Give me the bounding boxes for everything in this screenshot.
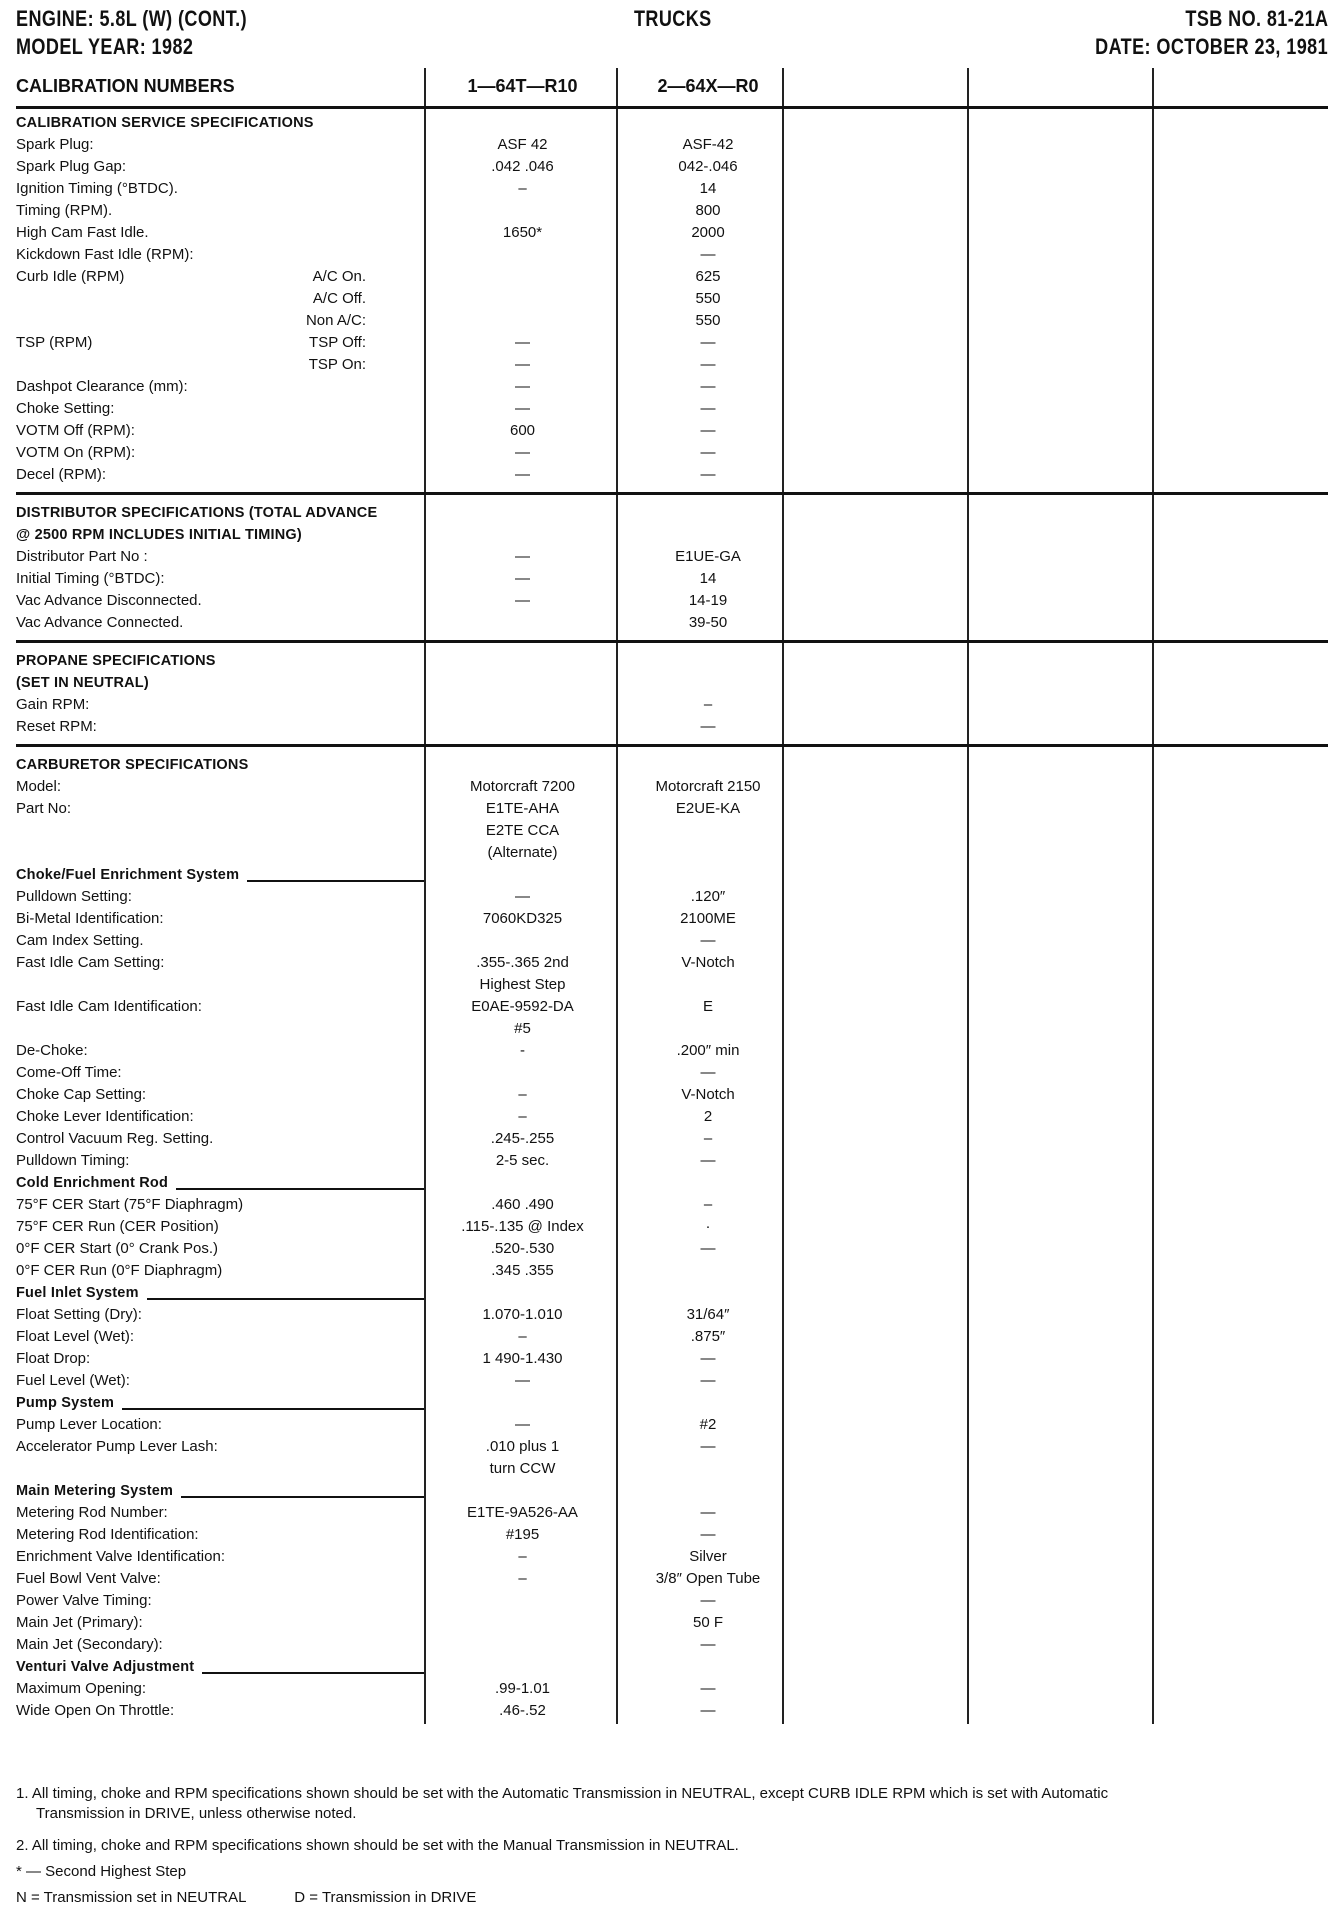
spec-row xyxy=(16,716,1328,738)
spec-label: Timing (RPM). xyxy=(16,202,113,219)
vehicle-heading: TRUCKS xyxy=(634,6,712,31)
spec-row xyxy=(16,156,1328,178)
spec-value-cal-1: — xyxy=(515,400,530,417)
spec-label: Spark Plug: xyxy=(16,136,94,153)
spec-row xyxy=(16,1040,1328,1062)
spec-label: Control Vacuum Reg. Setting. xyxy=(16,1130,214,1147)
spec-value-cal-2: E2UE-KA xyxy=(675,800,741,817)
spec-value-cal-1: — xyxy=(515,378,530,395)
spec-value-cal-1: – xyxy=(518,180,527,197)
spec-label: 75°F CER Run (CER Position) xyxy=(16,1218,219,1235)
spec-value-cal-1: Motorcraft 7200 xyxy=(469,778,576,795)
column-divider xyxy=(424,68,426,1724)
spec-value-cal-1: .46-.52 xyxy=(499,1702,546,1719)
spec-row xyxy=(16,1238,1328,1260)
subsection-label: Fuel Inlet System xyxy=(16,1285,139,1301)
spec-value-cal-2: — xyxy=(700,1636,716,1653)
spec-row xyxy=(16,1414,1328,1436)
spec-row xyxy=(16,1700,1328,1722)
spec-value-cal-2: — xyxy=(700,1592,716,1609)
spec-value-cal-2: 50 F xyxy=(692,1614,723,1631)
spec-value-cal-2: 625 xyxy=(695,268,721,285)
spec-value-cal-1: — xyxy=(515,548,530,565)
spec-row xyxy=(16,842,1328,864)
subsection-rule xyxy=(247,880,424,882)
spec-row xyxy=(16,1128,1328,1150)
spec-label: Come-Off Time: xyxy=(16,1064,122,1081)
subsection-heading xyxy=(16,1172,1328,1194)
spec-row xyxy=(16,996,1328,1018)
section-title: PROPANE SPECIFICATIONS xyxy=(16,653,216,669)
spec-value-cal-2: 3/8″ Open Tube xyxy=(655,1570,761,1587)
spec-row xyxy=(16,1370,1328,1392)
footnote-drive-key: D = Transmission in DRIVE xyxy=(294,1889,477,1906)
spec-value-cal-1: #5 xyxy=(514,1020,531,1037)
spec-label: Part No: xyxy=(16,800,72,817)
spec-value-cal-2: — xyxy=(700,444,716,461)
spec-label: Dashpot Clearance (mm): xyxy=(16,378,188,395)
section-0 xyxy=(16,112,1328,486)
spec-value-cal-2: – xyxy=(703,1130,713,1147)
spec-value-cal-1: — xyxy=(515,570,530,587)
spec-row xyxy=(16,288,1328,310)
spec-value-cal-1: E0AE-9592-DA xyxy=(471,998,574,1015)
subsection-rule xyxy=(176,1188,424,1190)
spec-value-cal-2: Motorcraft 2150 xyxy=(655,778,761,795)
spec-row xyxy=(16,568,1328,590)
spec-value-cal-2: 31/64″ xyxy=(686,1306,730,1323)
section-divider xyxy=(16,106,1328,109)
spec-value-cal-1: .245-.255 xyxy=(490,1130,555,1147)
spec-value-cal-2: — xyxy=(700,378,716,395)
spec-row xyxy=(16,332,1328,354)
spec-label: 0°F CER Start (0° Crank Pos.) xyxy=(16,1240,219,1257)
spec-row xyxy=(16,1150,1328,1172)
spec-row xyxy=(16,820,1328,842)
spec-value-cal-1: — xyxy=(515,1372,530,1389)
spec-value-cal-2: V-Notch xyxy=(681,1086,735,1103)
subsection-label: Cold Enrichment Rod xyxy=(16,1175,169,1191)
spec-row xyxy=(16,546,1328,568)
spec-label: Choke Setting: xyxy=(16,400,115,417)
spec-value-cal-1: E1TE-9A526-AA xyxy=(467,1504,578,1521)
spec-value-cal-2: — xyxy=(700,246,716,263)
spec-value-cal-2: E xyxy=(702,998,713,1015)
section-title: CARBURETOR SPECIFICATIONS xyxy=(16,757,249,773)
spec-value-cal-2: 550 xyxy=(695,290,721,307)
spec-row xyxy=(16,376,1328,398)
spec-value-cal-2: V-Notch xyxy=(681,954,735,971)
spec-row xyxy=(16,1634,1328,1656)
spec-label: Kickdown Fast Idle (RPM): xyxy=(16,246,194,263)
spec-label: Bi-Metal Identification: xyxy=(16,910,164,927)
spec-value-cal-1: — xyxy=(515,592,530,609)
spec-row xyxy=(16,464,1328,486)
footnote-3: * — Second Highest Step xyxy=(16,1863,187,1880)
spec-value-cal-2: — xyxy=(700,334,716,351)
spec-label: Wide Open On Throttle: xyxy=(16,1702,175,1719)
spec-value-cal-1: – xyxy=(518,1328,527,1345)
spec-value-cal-1: — xyxy=(515,444,530,461)
spec-row xyxy=(16,420,1328,442)
spec-value-cal-2: 2000 xyxy=(691,224,725,241)
spec-label: Main Jet (Primary): xyxy=(16,1614,143,1631)
spec-value-cal-1: 2-5 sec. xyxy=(495,1152,550,1169)
spec-label: VOTM Off (RPM): xyxy=(16,422,135,439)
subsection-rule xyxy=(181,1496,424,1498)
spec-value-cal-1: .355-.365 2nd xyxy=(476,954,569,971)
spec-label: Spark Plug Gap: xyxy=(16,158,127,175)
spec-row xyxy=(16,1304,1328,1326)
spec-value-cal-2: — xyxy=(700,1438,716,1455)
subsection-label: Venturi Valve Adjustment xyxy=(16,1659,195,1675)
spec-row xyxy=(16,590,1328,612)
column-divider xyxy=(1152,68,1154,1724)
spec-value-cal-2: – xyxy=(703,696,713,713)
spec-row xyxy=(16,134,1328,156)
spec-label: Float Setting (Dry): xyxy=(16,1306,142,1323)
spec-condition: TSP On: xyxy=(308,356,366,373)
spec-value-cal-1: – xyxy=(518,1086,527,1103)
tsb-date: DATE: OCTOBER 23, 1981 xyxy=(1095,34,1328,59)
spec-row xyxy=(16,1436,1328,1458)
spec-value-cal-2: 550 xyxy=(695,312,721,329)
spec-row xyxy=(16,310,1328,332)
footnote-1-line-2: Transmission in DRIVE, unless otherwise noted. xyxy=(36,1805,357,1822)
spec-condition: TSP Off: xyxy=(309,334,366,351)
spec-row xyxy=(16,1216,1328,1238)
spec-value-cal-2: 2100ME xyxy=(680,910,736,927)
spec-row xyxy=(16,1326,1328,1348)
section-title-line-2: @ 2500 RPM INCLUDES INITIAL TIMING) xyxy=(16,527,302,543)
spec-value-cal-1: — xyxy=(515,888,530,905)
spec-value-cal-2: — xyxy=(700,422,716,439)
spec-row xyxy=(16,952,1328,974)
spec-value-cal-1: E2TE CCA xyxy=(485,822,560,839)
spec-label: Float Level (Wet): xyxy=(16,1328,135,1345)
spec-value-cal-1: 7060KD325 xyxy=(482,910,563,927)
spec-row xyxy=(16,1062,1328,1084)
spec-value-cal-1: — xyxy=(515,466,530,483)
spec-label: De-Choke: xyxy=(16,1042,88,1059)
spec-value-cal-1: Highest Step xyxy=(479,976,566,993)
spec-condition: A/C On. xyxy=(312,268,366,285)
spec-value-cal-2: ASF-42 xyxy=(682,136,734,153)
spec-value-cal-2: — xyxy=(700,1350,716,1367)
spec-value-cal-2: — xyxy=(700,400,716,417)
spec-label: Power Valve Timing: xyxy=(16,1592,152,1609)
spec-value-cal-2: 39-50 xyxy=(688,614,728,631)
footnote-1-line-1: 1. All timing, choke and RPM specifications shown should be set with the Automatic Transmission in NEUTRAL, except CURB IDLE RPM which is set with Automatic xyxy=(16,1785,1109,1802)
spec-value-cal-2: 042-.046 xyxy=(678,158,738,175)
spec-value-cal-2: — xyxy=(700,356,716,373)
spec-label: VOTM On (RPM): xyxy=(16,444,136,461)
spec-row xyxy=(16,1018,1328,1040)
spec-value-cal-2: — xyxy=(700,932,716,949)
column-divider xyxy=(782,68,784,1724)
spec-row xyxy=(16,1458,1328,1480)
spec-label: Reset RPM: xyxy=(16,718,97,735)
spec-label: Pump Lever Location: xyxy=(16,1416,162,1433)
spec-value-cal-2: 14 xyxy=(699,180,717,197)
subsection-heading xyxy=(16,864,1328,886)
spec-row xyxy=(16,1106,1328,1128)
spec-row xyxy=(16,776,1328,798)
spec-label: Fuel Level (Wet): xyxy=(16,1372,130,1389)
spec-row xyxy=(16,1084,1328,1106)
spec-row xyxy=(16,974,1328,996)
subsection-label: Main Metering System xyxy=(16,1483,174,1499)
spec-label: Distributor Part No : xyxy=(16,548,148,565)
spec-value-cal-1: - xyxy=(520,1042,525,1059)
spec-value-cal-2: — xyxy=(700,1680,716,1697)
subsection-heading xyxy=(16,1480,1328,1502)
tsb-number: TSB NO. 81-21A xyxy=(1184,6,1328,31)
spec-value-cal-1: 1650* xyxy=(502,224,543,241)
spec-label: Metering Rod Identification: xyxy=(16,1526,199,1543)
subsection-heading xyxy=(16,1656,1328,1678)
spec-label: Initial Timing (°BTDC): xyxy=(16,570,165,587)
spec-row xyxy=(16,1678,1328,1700)
footnote-2: 2. All timing, choke and RPM specifications shown should be set with the Manual Transmission in NEUTRAL. xyxy=(16,1837,739,1854)
footnote-1 xyxy=(16,1784,1326,1824)
spec-row xyxy=(16,694,1328,716)
spec-row xyxy=(16,222,1328,244)
spec-label: Vac Advance Connected. xyxy=(16,614,184,631)
spec-label: Choke Lever Identification: xyxy=(16,1108,194,1125)
spec-row xyxy=(16,1524,1328,1546)
section-title: DISTRIBUTOR SPECIFICATIONS (TOTAL ADVANCE xyxy=(16,505,378,521)
spec-value-cal-2: Silver xyxy=(689,1548,727,1565)
spec-label: 0°F CER Run (0°F Diaphragm) xyxy=(16,1262,223,1279)
spec-value-cal-2: .875″ xyxy=(690,1328,726,1345)
spec-value-cal-1: 1 490-1.430 xyxy=(482,1350,563,1367)
spec-label: Choke Cap Setting: xyxy=(16,1086,147,1103)
spec-row xyxy=(16,398,1328,420)
spec-value-cal-1: 600 xyxy=(509,422,536,439)
spec-label: Fast Idle Cam Identification: xyxy=(16,998,202,1015)
subsection-rule xyxy=(202,1672,424,1674)
spec-value-cal-2: 2 xyxy=(703,1108,713,1125)
spec-label: High Cam Fast Idle. xyxy=(16,224,149,241)
section-3 xyxy=(16,754,1328,1722)
spec-row xyxy=(16,930,1328,952)
subsection-label: Pump System xyxy=(16,1395,115,1411)
engine-heading: ENGINE: 5.8L (W) (CONT.) xyxy=(16,6,248,31)
spec-value-cal-2: E1UE-GA xyxy=(675,548,741,565)
spec-value-cal-1: – xyxy=(518,1108,527,1125)
spec-condition: Non A/C: xyxy=(305,312,366,329)
spec-label: Decel (RPM): xyxy=(16,466,107,483)
spec-label: Accelerator Pump Lever Lash: xyxy=(16,1438,218,1455)
spec-label: Ignition Timing (°BTDC). xyxy=(16,180,178,197)
spec-value-cal-2: — xyxy=(700,1152,716,1169)
spec-row xyxy=(16,244,1328,266)
spec-label: Pulldown Setting: xyxy=(16,888,132,905)
spec-value-cal-2: 14-19 xyxy=(688,592,728,609)
spec-row xyxy=(16,1546,1328,1568)
spec-row xyxy=(16,354,1328,376)
spec-value-cal-2: — xyxy=(700,1240,716,1257)
spec-row xyxy=(16,1348,1328,1370)
model-year-heading: MODEL YEAR: 1982 xyxy=(16,34,194,59)
spec-row xyxy=(16,1260,1328,1282)
section-divider xyxy=(16,492,1328,495)
spec-label: Pulldown Timing: xyxy=(16,1152,130,1169)
spec-row xyxy=(16,1590,1328,1612)
spec-label: Metering Rod Number: xyxy=(16,1504,168,1521)
spec-row xyxy=(16,1612,1328,1634)
section-title-line-2: (SET IN NEUTRAL) xyxy=(16,675,149,691)
spec-value-cal-2: — xyxy=(700,466,716,483)
spec-value-cal-1: .460 .490 xyxy=(491,1196,554,1213)
spec-value-cal-2: .120″ xyxy=(690,888,726,905)
section-1 xyxy=(16,502,1328,634)
spec-label: Vac Advance Disconnected. xyxy=(16,592,202,609)
spec-row xyxy=(16,798,1328,820)
spec-value-cal-1: .99-1.01 xyxy=(494,1680,551,1697)
spec-label: Maximum Opening: xyxy=(16,1680,147,1697)
section-divider xyxy=(16,640,1328,643)
spec-value-cal-2: — xyxy=(700,1702,716,1719)
spec-label: Model: xyxy=(16,778,62,795)
spec-value-cal-1: E1TE-AHA xyxy=(485,800,560,817)
spec-row xyxy=(16,1502,1328,1524)
spec-value-cal-2: 800 xyxy=(695,202,721,219)
spec-value-cal-1: – xyxy=(518,1548,527,1565)
spec-value-cal-1: 1.070-1.010 xyxy=(482,1306,563,1323)
spec-value-cal-1: .345 .355 xyxy=(491,1262,554,1279)
subsection-rule xyxy=(147,1298,424,1300)
spec-row xyxy=(16,612,1328,634)
spec-value-cal-2: — xyxy=(700,1526,716,1543)
spec-value-cal-2: #2 xyxy=(699,1416,717,1433)
spec-label: Enrichment Valve Identification: xyxy=(16,1548,225,1565)
subsection-heading xyxy=(16,1392,1328,1414)
spec-value-cal-2: · xyxy=(705,1218,711,1235)
spec-value-cal-1: .042 .046 xyxy=(491,158,554,175)
spec-label: Fuel Bowl Vent Valve: xyxy=(16,1570,161,1587)
spec-value-cal-2: — xyxy=(700,1372,716,1389)
calibration-column-1-header: 1—64T—R10 xyxy=(467,76,578,96)
spec-condition: A/C Off. xyxy=(312,290,366,307)
spec-label: Fast Idle Cam Setting: xyxy=(16,954,165,971)
footnote-4 xyxy=(16,1888,1326,1908)
spec-row xyxy=(16,886,1328,908)
spec-row xyxy=(16,266,1328,288)
spec-value-cal-1: ASF 42 xyxy=(497,136,548,153)
subsection-label: Choke/Fuel Enrichment System xyxy=(16,867,240,883)
section-title: CALIBRATION SERVICE SPECIFICATIONS xyxy=(16,115,314,131)
spec-label: Float Drop: xyxy=(16,1350,91,1367)
spec-value-cal-2: — xyxy=(700,718,716,735)
spec-row xyxy=(16,178,1328,200)
spec-label: TSP (RPM) xyxy=(16,334,93,351)
spec-value-cal-1: .115-.135 @ Index xyxy=(461,1218,584,1235)
spec-value-cal-2: — xyxy=(700,1504,716,1521)
subsection-rule xyxy=(122,1408,424,1410)
spec-value-cal-2: 14 xyxy=(699,570,717,587)
spec-value-cal-2: — xyxy=(700,1064,716,1081)
spec-value-cal-2: – xyxy=(703,1196,713,1213)
spec-value-cal-1: turn CCW xyxy=(489,1460,556,1477)
spec-value-cal-1: #195 xyxy=(505,1526,540,1543)
section-divider xyxy=(16,744,1328,747)
calibration-numbers-header: CALIBRATION NUMBERS xyxy=(16,76,235,96)
footnote-neutral-key: N = Transmission set in NEUTRAL xyxy=(16,1889,246,1906)
calibration-column-2-header: 2—64X—R0 xyxy=(657,76,759,96)
spec-value-cal-1: — xyxy=(515,356,530,373)
spec-value-cal-1: — xyxy=(515,1416,530,1433)
subsection-heading xyxy=(16,1282,1328,1304)
spec-value-cal-2: .200″ min xyxy=(676,1042,740,1059)
spec-label: 75°F CER Start (75°F Diaphragm) xyxy=(16,1196,244,1213)
spec-row xyxy=(16,442,1328,464)
column-divider xyxy=(616,68,618,1724)
spec-row xyxy=(16,1568,1328,1590)
spec-value-cal-1: (Alternate) xyxy=(487,844,558,861)
spec-value-cal-1: .010 plus 1 xyxy=(485,1438,560,1455)
spec-row xyxy=(16,200,1328,222)
spec-row xyxy=(16,908,1328,930)
spec-label: Curb Idle (RPM) xyxy=(16,268,125,285)
column-divider xyxy=(967,68,969,1724)
spec-value-cal-1: — xyxy=(515,334,530,351)
spec-label: Cam Index Setting. xyxy=(16,932,144,949)
spec-value-cal-1: .520-.530 xyxy=(490,1240,555,1257)
spec-row xyxy=(16,1194,1328,1216)
spec-value-cal-1: – xyxy=(518,1570,527,1587)
spec-label: Main Jet (Secondary): xyxy=(16,1636,163,1653)
section-2 xyxy=(16,650,1328,738)
spec-label: Gain RPM: xyxy=(16,696,90,713)
